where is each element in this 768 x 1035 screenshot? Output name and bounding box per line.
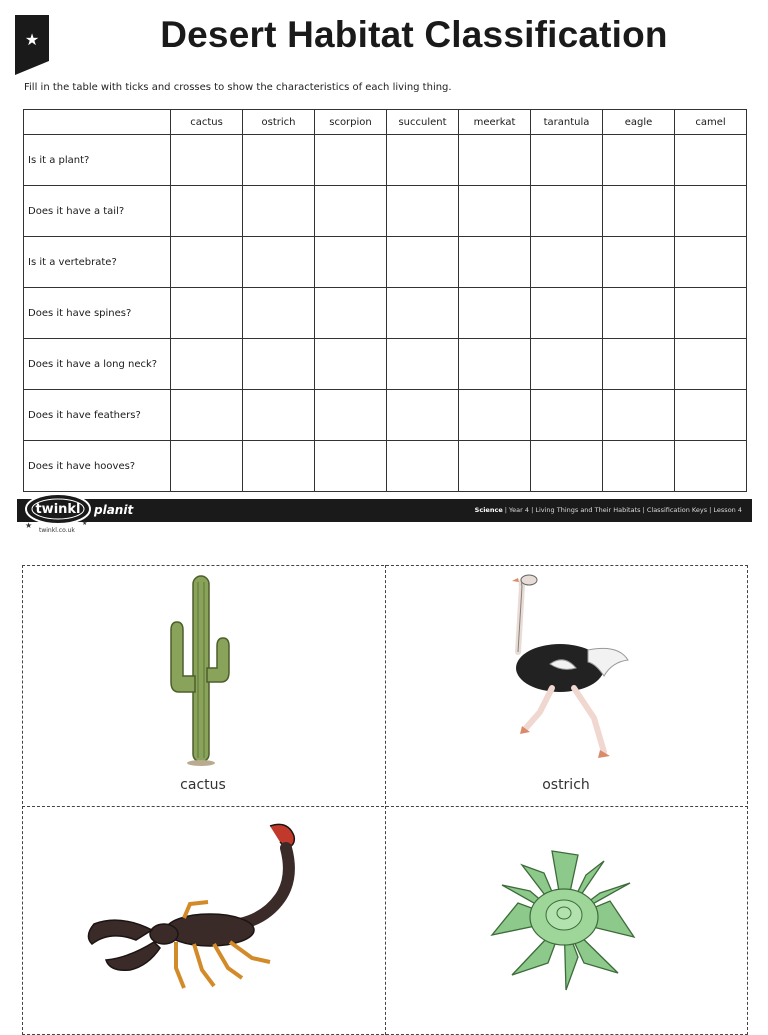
answer-cell[interactable] [675, 135, 747, 186]
footer-breadcrumb [475, 506, 742, 514]
cut-line-vertical [385, 565, 386, 1035]
table-row [24, 441, 747, 492]
answer-cell[interactable] [675, 441, 747, 492]
answer-cell[interactable] [603, 288, 675, 339]
planit-label: planit [94, 503, 134, 517]
answer-cell[interactable] [531, 135, 603, 186]
corner-cell [24, 110, 171, 135]
answer-cell[interactable] [171, 237, 243, 288]
answer-cell[interactable] [387, 288, 459, 339]
table-row [24, 288, 747, 339]
column-header: cactus [171, 110, 243, 135]
answer-cell[interactable] [171, 186, 243, 237]
succulent-icon [482, 845, 647, 995]
answer-cell[interactable] [171, 441, 243, 492]
answer-cell[interactable] [171, 339, 243, 390]
answer-cell[interactable] [315, 237, 387, 288]
question-cell: Does it have feathers? [24, 390, 171, 441]
answer-cell[interactable] [243, 135, 315, 186]
cut-line-horizontal [22, 806, 748, 807]
table-header-row [24, 110, 747, 135]
answer-cell[interactable] [603, 237, 675, 288]
answer-cell[interactable] [315, 186, 387, 237]
answer-cell[interactable] [387, 390, 459, 441]
question-cell: Does it have a tail? [24, 186, 171, 237]
svg-text:★: ★ [24, 30, 40, 49]
ostrich-icon [500, 572, 635, 764]
answer-cell[interactable] [459, 339, 531, 390]
column-header: meerkat [459, 110, 531, 135]
column-header: ostrich [243, 110, 315, 135]
brand-name: twinkl [35, 502, 81, 517]
answer-cell[interactable] [531, 186, 603, 237]
column-header: succulent [387, 110, 459, 135]
answer-cell[interactable] [459, 288, 531, 339]
answer-cell[interactable] [459, 441, 531, 492]
answer-cell[interactable] [387, 186, 459, 237]
question-cell: Is it a vertebrate? [24, 237, 171, 288]
table-row [24, 237, 747, 288]
answer-cell[interactable] [603, 390, 675, 441]
card-label-cactus: cactus [180, 777, 226, 793]
answer-cell[interactable] [531, 339, 603, 390]
card-label-ostrich: ostrich [542, 777, 590, 793]
answer-cell[interactable] [459, 237, 531, 288]
answer-cell[interactable] [675, 237, 747, 288]
answer-cell[interactable] [171, 390, 243, 441]
cactus-icon [165, 572, 237, 768]
answer-cell[interactable] [603, 135, 675, 186]
answer-cell[interactable] [531, 288, 603, 339]
star-icon: ★ [82, 520, 88, 527]
question-cell: Does it have spines? [24, 288, 171, 339]
question-cell: Is it a plant? [24, 135, 171, 186]
subject-label: Science [474, 506, 503, 514]
table-row [24, 135, 747, 186]
answer-cell[interactable] [531, 441, 603, 492]
answer-cell[interactable] [531, 237, 603, 288]
answer-cell[interactable] [675, 339, 747, 390]
answer-cell[interactable] [459, 135, 531, 186]
answer-cell[interactable] [171, 135, 243, 186]
answer-cell[interactable] [603, 441, 675, 492]
answer-cell[interactable] [387, 339, 459, 390]
answer-cell[interactable] [675, 186, 747, 237]
answer-cell[interactable] [315, 288, 387, 339]
answer-cell[interactable] [603, 339, 675, 390]
answer-cell[interactable] [459, 390, 531, 441]
answer-cell[interactable] [531, 390, 603, 441]
page-title: Desert Habitat Classification [160, 14, 668, 55]
star-icon: ★ [25, 521, 33, 530]
answer-cell[interactable] [675, 390, 747, 441]
answer-cell[interactable] [387, 237, 459, 288]
column-header: eagle [603, 110, 675, 135]
answer-cell[interactable] [243, 339, 315, 390]
column-header: scorpion [315, 110, 387, 135]
ribbon-badge-icon [15, 15, 49, 75]
answer-cell[interactable] [243, 288, 315, 339]
table-row [24, 339, 747, 390]
answer-cell[interactable] [243, 186, 315, 237]
answer-cell[interactable] [387, 135, 459, 186]
website-url: twinkl.co.uk [39, 527, 75, 534]
classification-table [23, 109, 747, 492]
answer-cell[interactable] [315, 441, 387, 492]
answer-cell[interactable] [315, 339, 387, 390]
answer-cell[interactable] [171, 288, 243, 339]
answer-cell[interactable] [675, 288, 747, 339]
footer-crumbs: | Year 4 | Living Things and Their Habitats | Classification Keys | Lesson 4 [502, 506, 742, 514]
answer-cell[interactable] [387, 441, 459, 492]
scorpion-icon [80, 818, 310, 998]
instructions: Fill in the table with ticks and crosses to show the characteristics of each living thing. [24, 82, 452, 93]
answer-cell[interactable] [315, 390, 387, 441]
answer-cell[interactable] [243, 390, 315, 441]
answer-cell[interactable] [603, 186, 675, 237]
answer-cell[interactable] [315, 135, 387, 186]
table-row [24, 390, 747, 441]
answer-cell[interactable] [243, 441, 315, 492]
answer-cell[interactable] [243, 237, 315, 288]
question-cell: Does it have a long neck? [24, 339, 171, 390]
column-header: camel [675, 110, 747, 135]
table-row [24, 186, 747, 237]
column-header: tarantula [531, 110, 603, 135]
question-cell: Does it have hooves? [24, 441, 171, 492]
answer-cell[interactable] [459, 186, 531, 237]
